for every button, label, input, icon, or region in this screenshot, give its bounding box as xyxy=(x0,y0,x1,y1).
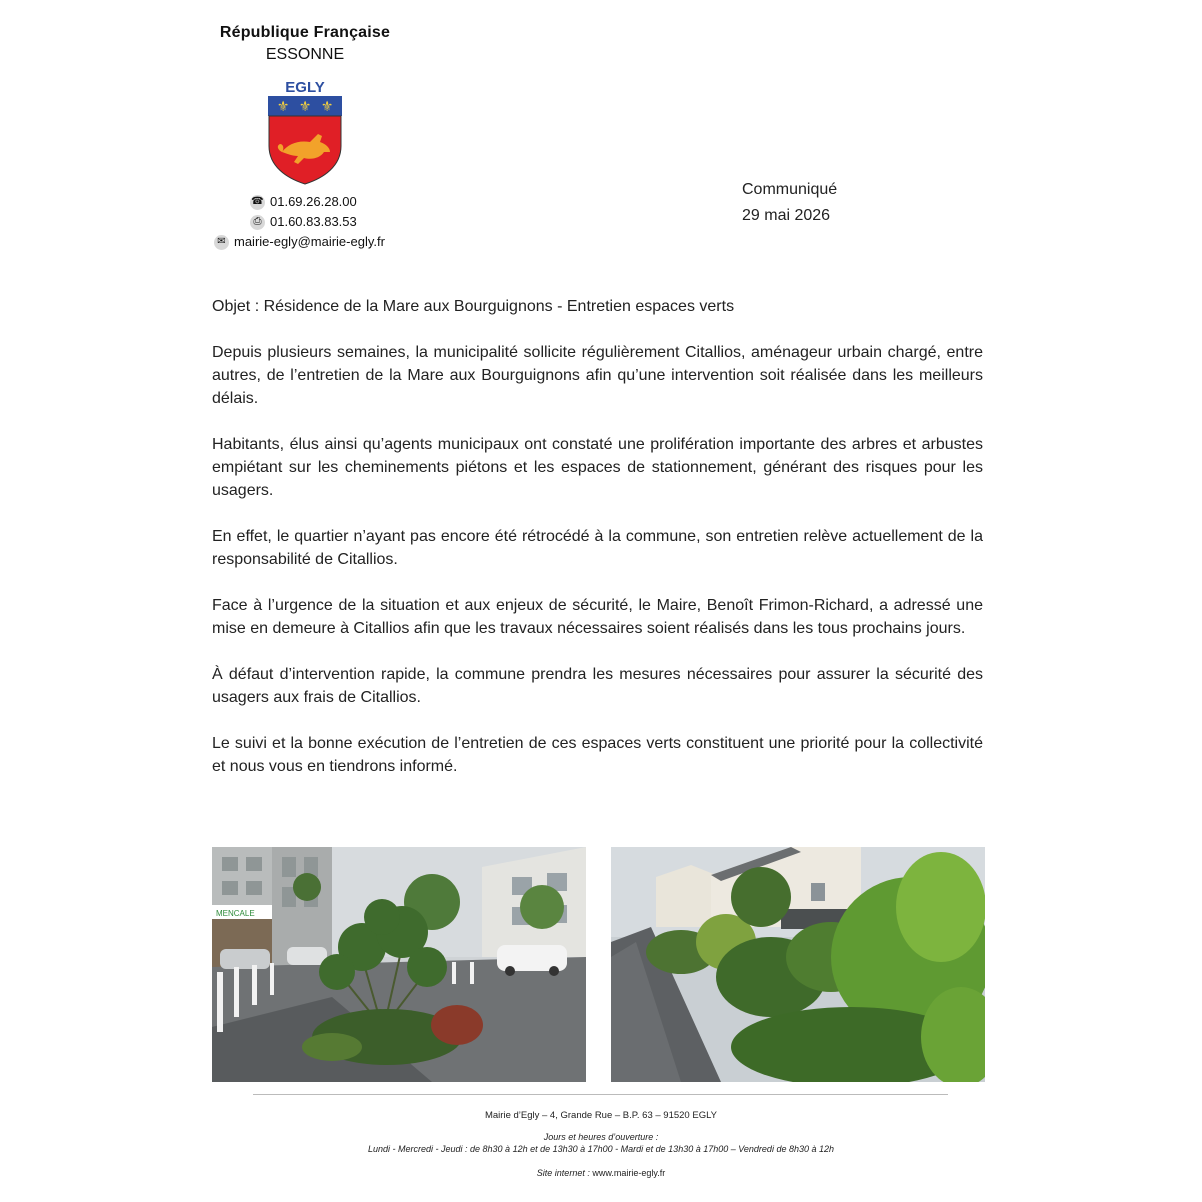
email-address[interactable]: mairie-egly@mairie-egly.fr xyxy=(234,234,385,249)
svg-text:⚜: ⚜ xyxy=(276,99,290,115)
paragraph: Habitants, élus ainsi qu’agents municipaux ont constaté une prolifération importante des arbres et arbustes empiétant sur les cheminements piétons et les espaces de stationnement, générant des risques pour les usagers. xyxy=(212,436,983,499)
shop-sign: MENCALE xyxy=(216,909,255,918)
paragraph: À défaut d’intervention rapide, la commune prendra les mesures nécessaires pour assurer la sécurité des usagers aux frais de Citallios. xyxy=(212,666,983,706)
footer-hours: Lundi - Mercredi - Jeudi : de 8h30 à 12h et de 13h30 à 17h00 - Mardi et de 13h30 à 17h00 – Vendredi de 8h30 à 12h xyxy=(367,1144,834,1154)
phone-row xyxy=(250,192,385,212)
photo-overgrown-footpath xyxy=(611,847,985,1082)
paragraph: Depuis plusieurs semaines, la municipalité sollicite régulièrement Citallios, aménageur urbain chargé, entre autres, de l’entretien de la Mare aux Bourguignons afin qu’une intervention soit réalisée dans les meilleurs délais. xyxy=(212,344,983,407)
communique-label: Communiqué xyxy=(742,181,838,198)
footer-site-url[interactable]: www.mairie-egly.fr xyxy=(592,1168,666,1178)
phone-number: 01.69.26.28.00 xyxy=(270,194,357,209)
footer-divider xyxy=(253,1094,948,1095)
contact-block xyxy=(212,192,385,252)
egly-crest-logo xyxy=(268,78,342,186)
crest-label: EGLY xyxy=(285,79,325,96)
paragraph: En effet, le quartier n’ayant pas encore été rétrocédé à la commune, son entretien relève actuellement de la responsabilité de Citallios. xyxy=(212,528,983,568)
letterhead xyxy=(200,24,410,64)
communique-date: 29 mai 2026 xyxy=(742,207,831,224)
svg-text:⚜: ⚜ xyxy=(320,99,334,115)
communique-block xyxy=(742,177,837,229)
paragraph: Le suivi et la bonne exécution de l’entretien de ces espaces verts constituent une priorité pour la collectivité et nous vous en tiendrons informé. xyxy=(212,735,983,775)
fax-row xyxy=(250,212,385,232)
paragraph: Face à l’urgence de la situation et aux enjeux de sécurité, le Maire, Benoît Frimon-Richard, a adressé une mise en demeure à Citallios afin que les travaux nécessaires soient réalisés dans les tous prochains jours. xyxy=(212,597,983,637)
footer-site-label: Site internet : xyxy=(536,1168,590,1178)
fax-icon: ⎙ xyxy=(250,215,265,230)
republic-title: République Française xyxy=(219,24,391,41)
footer-hours-title: Jours et heures d’ouverture : xyxy=(543,1132,659,1142)
letter-body xyxy=(212,295,983,801)
footer-site xyxy=(0,1168,1202,1178)
photo-overgrown-parking xyxy=(212,847,586,1082)
email-row xyxy=(214,232,385,252)
mail-icon: ✉ xyxy=(214,235,229,250)
subject-line: Objet : Résidence de la Mare aux Bourguignons - Entretien espaces verts xyxy=(212,298,735,315)
department-name: ESSONNE xyxy=(265,46,345,63)
fax-number: 01.60.83.83.53 xyxy=(270,214,357,229)
svg-text:⚜: ⚜ xyxy=(298,99,312,115)
phone-icon: ☎ xyxy=(250,195,265,210)
footer-address: Mairie d’Egly – 4, Grande Rue – B.P. 63 – 91520 EGLY xyxy=(484,1110,717,1121)
